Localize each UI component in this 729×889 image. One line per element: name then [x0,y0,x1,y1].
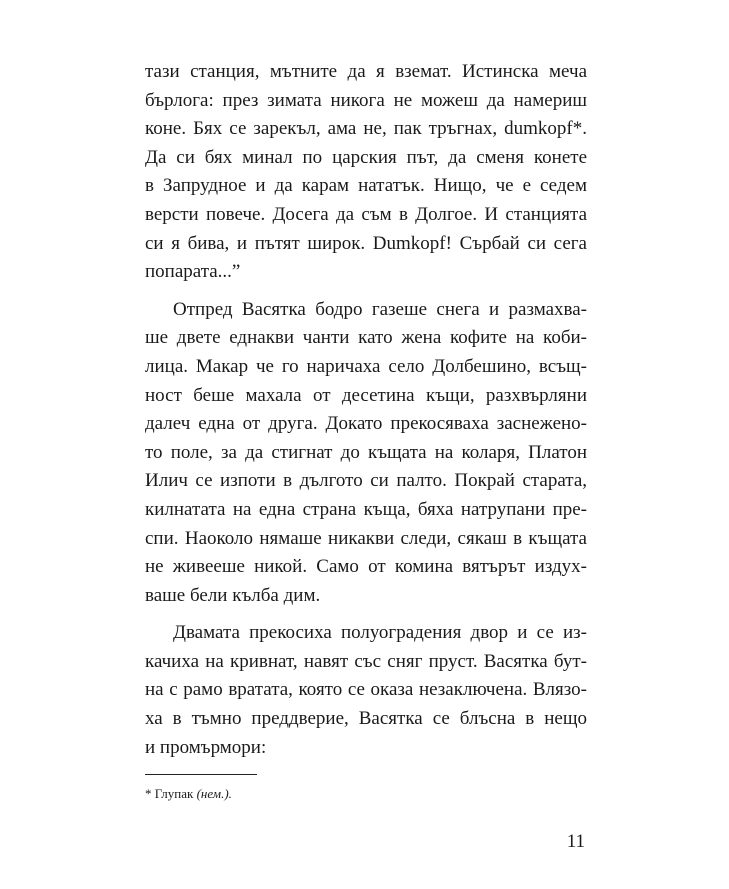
text-line: Да си бях минал по царския път, да сменя конете [145,146,587,168]
text-line: килнатата на една страна къща, бяха натрупани пре- [145,498,587,520]
text-line: в Запрудное и да карам нататък. Нищо, че е седем [145,175,587,197]
footnote-language-note: (нем.). [196,786,232,801]
text-line: Двамата прекосиха полуоградения двор и се из- [173,622,587,644]
text-line: ваше бели кълба дим. [145,584,321,606]
text-line: тази станция, мътните да я вземат. Истинска меча [145,61,587,82]
page-number: 11 [566,831,585,852]
text-line: ност беше махала от десетина къщи, разхвърляни [145,384,587,406]
footnote-text: * Глупак [145,786,197,801]
text-line: не живееше никой. Само от комина вятърът издух- [145,556,587,578]
body-text [145,58,587,762]
text-line: Отпред Васятка бодро газеше снега и размахва- [173,298,587,320]
text-line: на с рамо вратата, която се оказа незаключена. Влязо- [145,679,587,701]
text-line: лица. Макар че го наричаха село Долбешино, всъщ- [145,355,587,377]
text-line: Илич се изпоти в дългото си палто. Покрай старата, [145,470,587,492]
text-line: далеч една от друга. Докато прекосяваха заснежено- [145,413,587,435]
text-line: бърлога: през зимата никога не можеш да намериш [145,89,587,111]
paragraph-gap [145,287,587,296]
text-line: попарата...” [145,261,241,283]
paragraph-gap [145,610,587,619]
footnote-divider [145,774,257,775]
text-line: спи. Наоколо нямаше никакви следи, сякаш в къщата [145,527,587,549]
text-line: версти повече. Досега да съм в Долгое. И станцията [145,203,587,225]
text-line: си я бива, и пътят широк. Dumkopf! Сърбай си сега [145,232,587,254]
text-line: коне. Бях се зарекъл, ама не, пак тръгнах, dumkopf*. [145,118,587,140]
text-line: качиха на кривнат, навят със сняг пруст. Васятка бут- [145,650,587,672]
text-line: ше двете еднакви чанти като жена кофите на коби- [145,327,587,349]
text-line: то поле, за да стигнат до къщата на коларя, Платон [145,441,587,463]
footnote [145,786,232,802]
text-line: ха в тъмно преддверие, Васятка се блъсна в нещо [145,708,587,730]
text-line: и промърмори: [145,736,267,758]
